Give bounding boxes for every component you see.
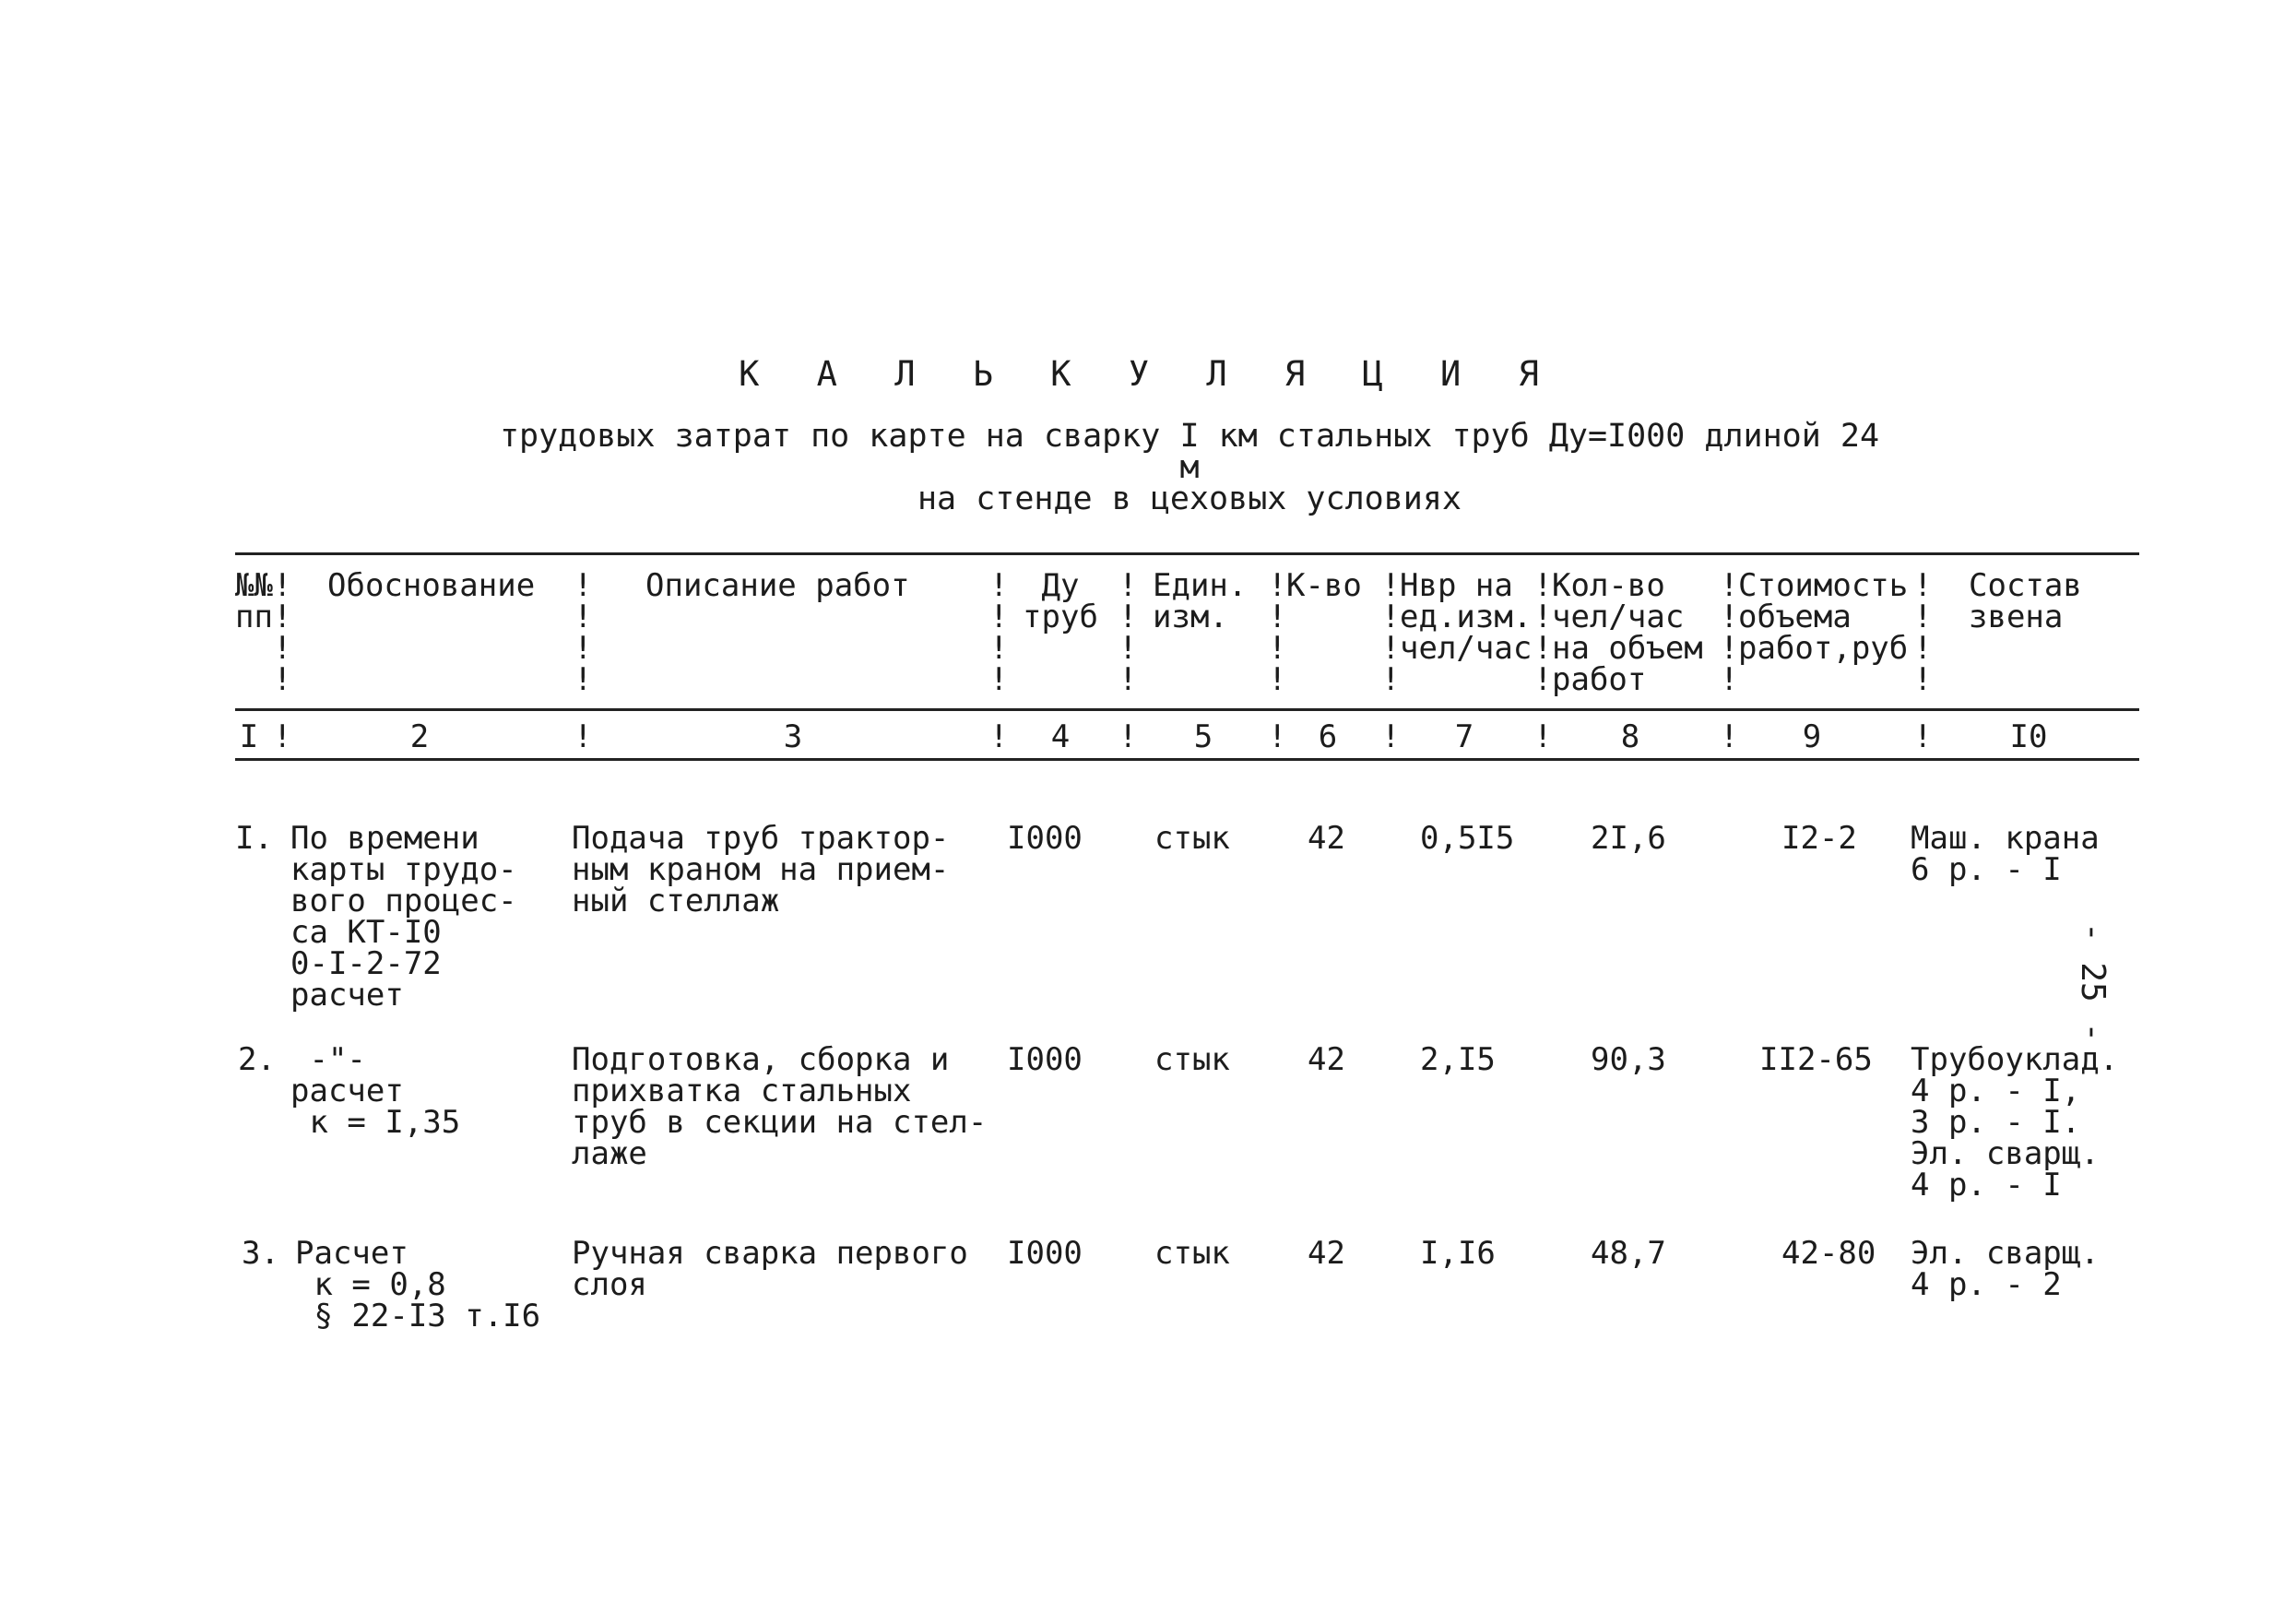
row-basis: Расчет к = 0,8 § 22-I3 т.I6 — [295, 1235, 541, 1334]
row-diameter: I000 — [1007, 820, 1083, 857]
column-number-separator: ! — [989, 718, 1009, 755]
row-man-hours: 48,7 — [1591, 1235, 1666, 1272]
row-cost: II2-65 — [1759, 1041, 1873, 1078]
row-man-hours: 2I,6 — [1591, 820, 1666, 857]
column-number: 7 — [1454, 718, 1474, 755]
row-number: 2. — [238, 1041, 276, 1078]
header-unit: Един. изм. — [1153, 567, 1248, 635]
row-basis: -"- расчет к = I,35 — [290, 1041, 461, 1141]
header-cost: Стоимость объема работ,руб — [1738, 567, 1909, 667]
row-crew: Эл. сварщ. 4 р. - 2 — [1911, 1235, 2100, 1303]
row-quantity: 42 — [1308, 1235, 1345, 1272]
column-number-separator: ! — [1533, 718, 1553, 755]
column-number: 5 — [1193, 718, 1213, 755]
column-number: 9 — [1802, 718, 1822, 755]
column-number-separator: ! — [1118, 718, 1138, 755]
header-separator: ! ! ! ! — [1913, 567, 1933, 698]
header-description: Описание работ — [645, 567, 910, 604]
column-numbers-rule — [235, 758, 2139, 761]
row-diameter: I000 — [1007, 1041, 1083, 1078]
column-number-separator: ! — [1720, 718, 1739, 755]
row-norm: 0,5I5 — [1420, 820, 1515, 857]
header-separator: ! ! ! ! — [1720, 567, 1739, 698]
header-basis: Обоснование — [327, 567, 536, 604]
header-number: №№ пп — [235, 567, 273, 635]
header-separator: ! ! ! ! — [1533, 567, 1553, 698]
header-bottom-rule — [235, 708, 2139, 711]
subtitle-line-1: трудовых затрат по карте на сварку I км стальных труб Ду=I000 длиной 24 м — [499, 418, 1880, 486]
row-unit: стык — [1154, 1235, 1230, 1272]
column-number: 3 — [783, 718, 803, 755]
header-crew: Состав звена — [1969, 567, 2082, 635]
row-norm: 2,I5 — [1420, 1041, 1496, 1078]
page-subtitle — [489, 418, 1890, 517]
row-number: 3. — [242, 1235, 279, 1272]
row-cost: 42-80 — [1781, 1235, 1876, 1272]
row-unit: стык — [1154, 1041, 1230, 1078]
header-separator: ! ! ! ! — [1381, 567, 1401, 698]
row-basis: По времени карты трудо- вого процес- са КТ-I0 0-I-2-72 расчет — [290, 820, 517, 1014]
row-crew: Маш. крана 6 р. - I — [1911, 820, 2100, 888]
header-man-hours: Кол-во чел/час на объем работ — [1552, 567, 1703, 698]
row-man-hours: 90,3 — [1591, 1041, 1666, 1078]
column-number-separator: ! — [574, 718, 593, 755]
row-number: I. — [235, 820, 273, 857]
column-number: 8 — [1620, 718, 1640, 755]
header-separator: ! ! ! ! — [574, 567, 593, 698]
header-separator: ! ! ! ! — [273, 567, 292, 698]
column-number: 2 — [409, 718, 430, 755]
row-cost: I2-2 — [1781, 820, 1857, 857]
row-unit: стык — [1154, 820, 1230, 857]
header-separator: ! ! ! ! — [989, 567, 1009, 698]
column-number-separator: ! — [1913, 718, 1933, 755]
row-description: Ручная сварка первого слоя — [572, 1235, 968, 1303]
row-quantity: 42 — [1308, 820, 1345, 857]
column-number: I — [239, 718, 259, 755]
table-top-rule — [235, 552, 2139, 555]
header-diameter: Ду труб — [1023, 567, 1098, 635]
column-number-separator: ! — [1381, 718, 1401, 755]
header-norm: Нвр на ед.изм. чел/час — [1400, 567, 1533, 667]
page-number: - 25 - — [2074, 922, 2112, 1043]
row-norm: I,I6 — [1420, 1235, 1496, 1272]
row-quantity: 42 — [1308, 1041, 1345, 1078]
column-number: 6 — [1318, 718, 1338, 755]
column-number-separator: ! — [1268, 718, 1287, 755]
row-crew: Трубоуклад. 4 р. - I, 3 р. - I. Эл. сварщ. 4 р. - I — [1911, 1041, 2119, 1204]
column-number: I0 — [2009, 718, 2048, 755]
row-description: Подготовка, сборка и прихватка стальных труб в секции на стел- лаже — [572, 1041, 988, 1172]
header-separator: ! ! ! ! — [1268, 567, 1287, 698]
header-quantity: К-во — [1286, 567, 1362, 604]
page-title: К А Л Ь К У Л Я Ц И Я — [739, 354, 1557, 394]
row-description: Подача труб трактор- ным краном на прием- ный стеллаж — [572, 820, 950, 919]
row-diameter: I000 — [1007, 1235, 1083, 1272]
header-separator: ! ! ! ! — [1118, 567, 1138, 698]
column-number-separator: ! — [273, 718, 292, 755]
column-number: 4 — [1050, 718, 1071, 755]
subtitle-line-2: на стенде в цеховых условиях — [917, 480, 1462, 517]
